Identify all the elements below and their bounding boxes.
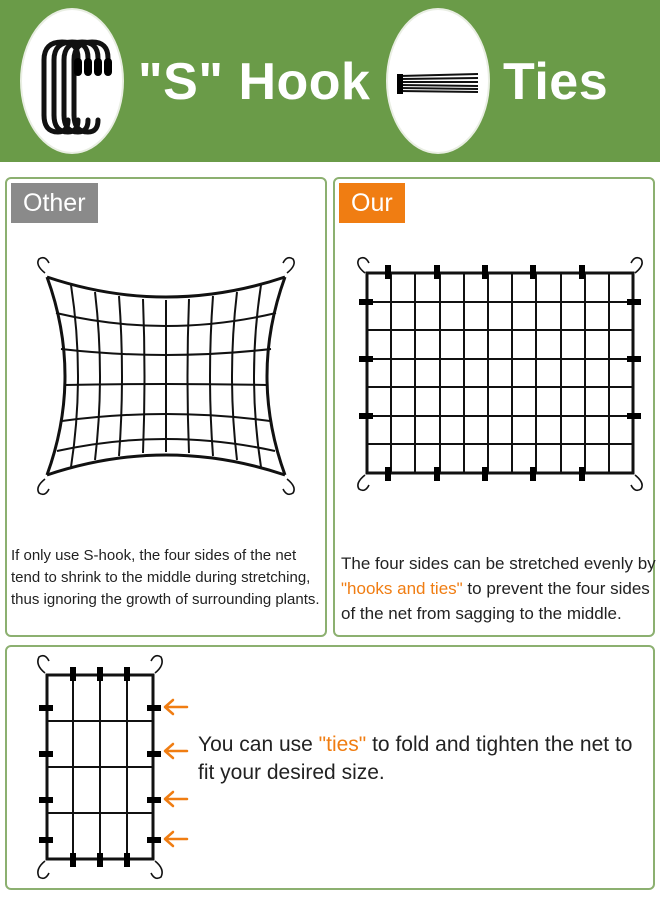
fold-panel xyxy=(5,645,655,890)
even-net-illustration xyxy=(335,249,653,509)
s-hook-circle xyxy=(20,8,124,154)
our-caption-text-2: to prevent the four sides of the net from sagging to the middle. xyxy=(341,579,650,623)
cable-ties-icon xyxy=(388,10,488,152)
fold-caption-text-1: You can use xyxy=(198,733,319,756)
ties-label: Ties xyxy=(503,53,609,111)
our-panel xyxy=(333,177,655,637)
our-tag: Our xyxy=(339,183,405,223)
ties-circle xyxy=(386,8,490,154)
other-caption: If only use S-hook, the four sides of the net tend to shrink to the middle during stretching, thus ignoring the growth of surrounding plants. xyxy=(11,547,320,608)
s-hooks-icon xyxy=(22,10,122,152)
other-tag: Other xyxy=(11,183,98,223)
other-panel xyxy=(5,177,327,637)
our-caption xyxy=(341,551,657,626)
our-caption-text-1: The four sides can be stretched evenly by xyxy=(341,554,656,573)
sagging-net-illustration xyxy=(7,255,325,505)
fold-caption-highlight: "ties" xyxy=(318,733,367,756)
our-caption-highlight: "hooks and ties" xyxy=(341,579,463,598)
fold-caption xyxy=(198,731,650,787)
fold-caption-text-2: to fold and tighten the net to fit your desired size. xyxy=(198,733,633,784)
s-hook-label: "S" Hook xyxy=(138,53,371,111)
arrow-left-icon xyxy=(161,697,191,867)
top-banner xyxy=(0,0,660,162)
